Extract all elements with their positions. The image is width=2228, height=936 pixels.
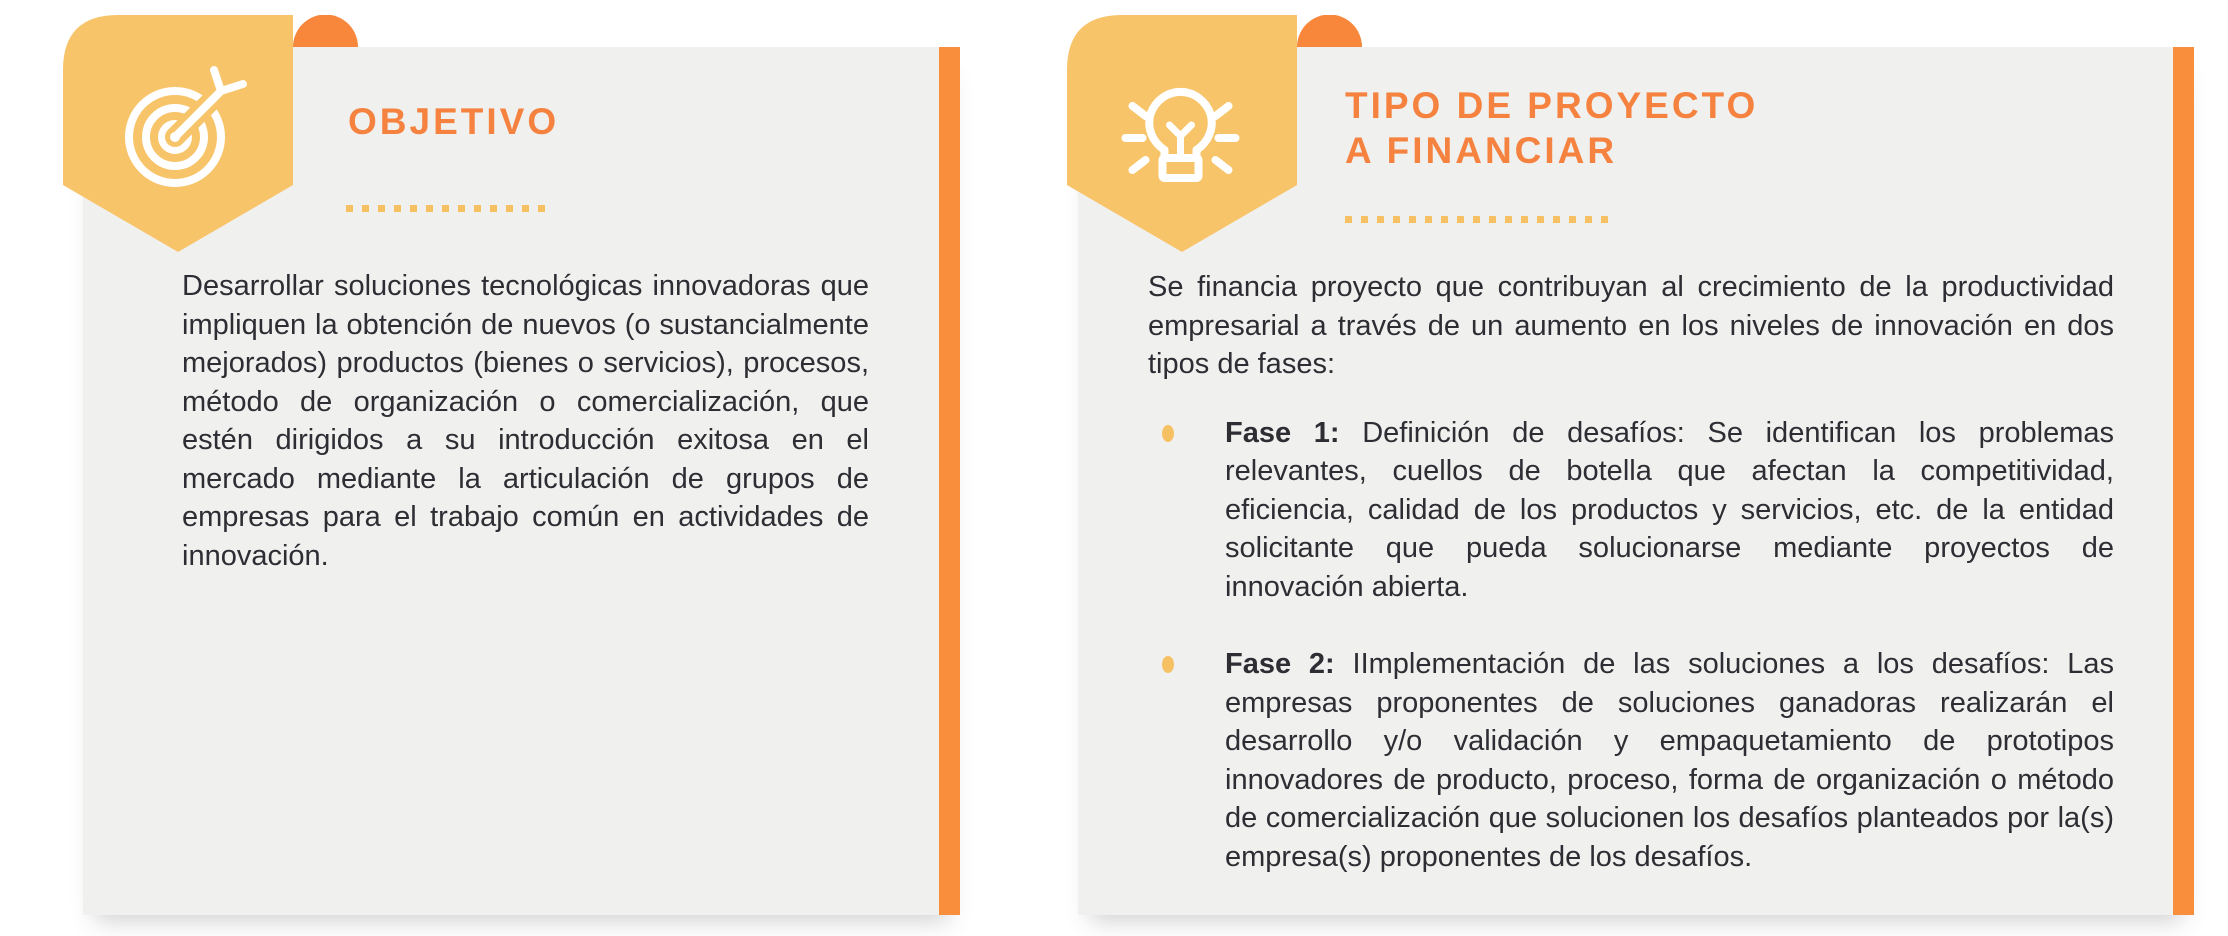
lightbulb-icon (1118, 80, 1243, 205)
card-body (1148, 268, 2114, 876)
right-accent-bar (939, 47, 960, 915)
card-body (182, 267, 869, 575)
target-icon (123, 65, 253, 195)
dotted-separator (1345, 216, 1613, 223)
title-line-1: TIPO DE PROYECTO (1345, 85, 1759, 126)
card-tipo-de-proyecto (1078, 47, 2194, 915)
objetivo-paragraph: Desarrollar soluciones tecnológicas innovadoras que impliquen la obtención de nuevos (o sustancialmente mejorados) productos (bienes o servicios), procesos, método de organización o comercialización, que estén dirigidos a su introducción exitosa en el mercado mediante la articulación de grupos de empresas para el trabajo común en actividades de innovación. (182, 270, 869, 572)
card-title (1345, 83, 1758, 173)
fase-1-text: Definición de desafíos: Se identifican los problemas relevantes, cuellos de botella que afectan la competitividad, eficiencia, calidad de los productos y servicios, etc. de la entidad solicitante que pueda solucionarse mediante proyectos de innovación abierta. (1225, 416, 2114, 603)
title-line-2: A FINANCIAR (1345, 130, 1618, 171)
card-title: OBJETIVO (348, 101, 560, 142)
list-item-fase-1 (1148, 414, 2114, 607)
right-accent-bar (2173, 47, 2194, 915)
list-item-fase-2 (1148, 645, 2114, 876)
card-objetivo (83, 47, 960, 915)
fase-1-label: Fase 1: (1225, 416, 1340, 449)
phase-list (1148, 414, 2114, 877)
intro-paragraph: Se financia proyecto que contribuyan al crecimiento de la productividad empresarial a través de un aumento en los niveles de innovación en dos tipos de fases: (1148, 271, 2114, 380)
bullet-dot-icon (1162, 656, 1174, 673)
ribbon-badge (1067, 15, 1362, 255)
dotted-separator (346, 205, 552, 212)
fase-2-label: Fase 2: (1225, 648, 1335, 680)
ribbon-badge (63, 15, 358, 255)
bullet-dot-icon (1162, 425, 1174, 442)
fase-2-text: IImplementación de las soluciones a los desafíos: Las empresas proponentes de soluciones ganadoras realizarán el desarrollo y/o validación y empaquetamiento de prototipos innovadores de producto, proceso, forma de organización o método de comercialización que solucionen los desafíos planteados por la(s) empresa(s) proponentes de los desafíos. (1225, 648, 2114, 873)
